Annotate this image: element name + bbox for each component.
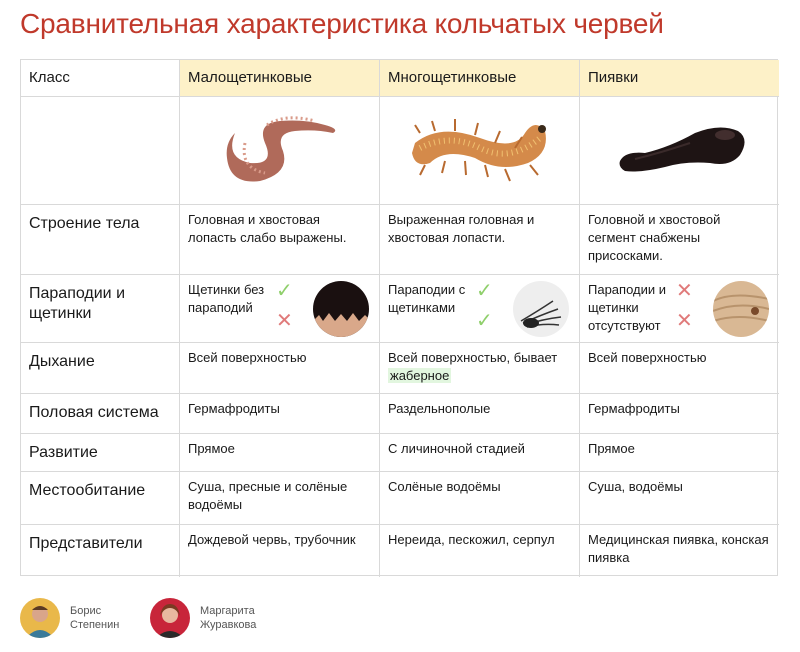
development-polychaeta: С личиночной стадией — [380, 434, 580, 472]
row-label-representatives: Представители — [21, 525, 180, 577]
parapodia-oligochaeta-text: Щетинки без параподий — [188, 282, 265, 315]
polychaete-image — [380, 97, 580, 205]
author-first-name: Маргарита — [200, 605, 255, 617]
breathing-polychaeta — [380, 343, 580, 394]
check-icon: ✓ — [476, 310, 493, 332]
author-last-name: Степенин — [70, 619, 120, 631]
author-boris — [20, 598, 119, 638]
parapodia-oligochaeta — [180, 275, 380, 343]
breathing-oligochaeta: Всей поверхностью — [180, 343, 380, 394]
gill-highlight: жаберное — [390, 368, 450, 383]
cross-icon: ✕ — [676, 280, 693, 302]
body-oligochaeta: Головная и хвостовая лопасть слабо выражены. — [180, 205, 380, 275]
header-leeches: Пиявки — [580, 60, 779, 97]
header-class-label: Класс — [21, 60, 180, 97]
representatives-leeches: Медицинская пиявка, конская пиявка — [588, 532, 769, 565]
earthworm-image — [180, 97, 380, 205]
parapodia-leeches-text: Параподии и щетинки отсутствуют — [588, 282, 666, 333]
parapodia-polychaeta-text: Параподии с щетинками — [388, 282, 466, 315]
habitat-polychaeta: Солёные водоёмы — [380, 472, 580, 525]
body-polychaeta: Выраженная головная и хвостовая лопасти. — [380, 205, 580, 275]
authors-footer — [20, 598, 780, 646]
cross-icon: ✕ — [676, 310, 693, 332]
parapodium-closeup-image — [513, 281, 569, 337]
habitat-leeches: Суша, водоёмы — [580, 472, 779, 525]
representatives-polychaeta: Нереида, пескожил, серпул — [380, 525, 580, 577]
row-label-body: Строение тела — [21, 205, 180, 275]
check-icon: ✓ — [476, 280, 493, 302]
row-label-breathing: Дыхание — [21, 343, 180, 394]
header-oligochaeta: Малощетинковые — [180, 60, 380, 97]
development-leeches: Прямое — [580, 434, 779, 472]
setae-closeup-image — [313, 281, 369, 337]
breathing-polychaeta-text: Всей поверхностью, бывает — [388, 350, 558, 365]
leech-image — [580, 97, 779, 205]
page-title: Сравнительная характеристика кольчатых червей — [20, 8, 664, 39]
cross-icon: ✕ — [276, 310, 293, 332]
row-label-habitat: Местообитание — [21, 472, 180, 525]
representatives-oligochaeta: Дождевой червь, трубочник — [180, 525, 380, 577]
reproductive-leeches: Гермафродиты — [580, 394, 779, 434]
check-icon: ✓ — [276, 280, 293, 302]
header-polychaeta: Многощетинковые — [380, 60, 580, 97]
row-label-development: Развитие — [21, 434, 180, 472]
reproductive-oligochaeta: Гермафродиты — [180, 394, 380, 434]
body-leeches: Головной и хвостовой сегмент снабжены присосками. — [580, 205, 779, 275]
development-oligochaeta: Прямое — [180, 434, 380, 472]
row-label-reproductive: Половая система — [21, 394, 180, 434]
image-row-label — [21, 97, 180, 205]
breathing-leeches: Всей поверхностью — [580, 343, 779, 394]
parapodia-leeches — [580, 275, 779, 343]
author-first-name: Борис — [70, 605, 102, 617]
comparison-table — [20, 59, 778, 576]
avatar — [150, 598, 190, 638]
avatar — [20, 598, 60, 638]
habitat-oligochaeta: Суша, пресные и солёные водоёмы — [180, 472, 380, 525]
author-last-name: Журавкова — [200, 619, 257, 631]
leech-sucker-image — [713, 281, 769, 337]
row-label-parapodia: Параподии и щетинки — [21, 275, 180, 343]
parapodia-polychaeta — [380, 275, 580, 343]
author-margarita — [150, 598, 256, 638]
reproductive-polychaeta: Раздельнополые — [380, 394, 580, 434]
